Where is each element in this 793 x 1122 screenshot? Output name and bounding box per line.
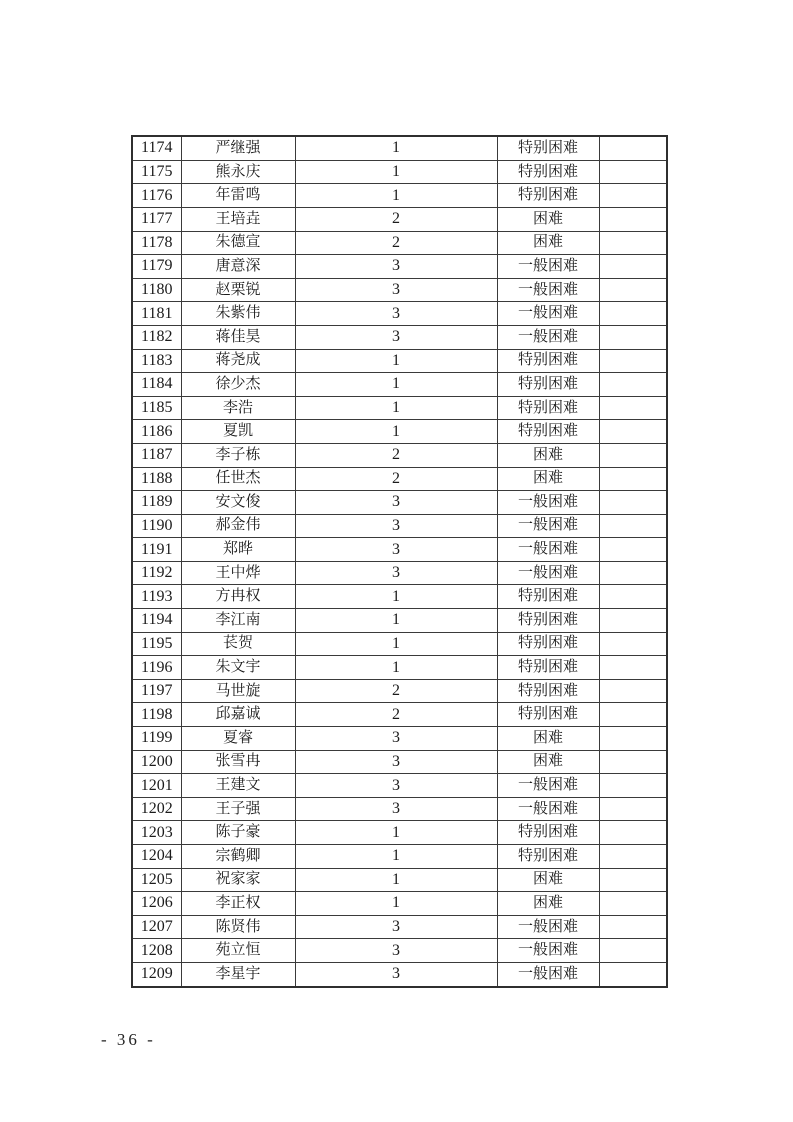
cell-serial-number: 1174 [132,136,181,160]
table-row [132,514,667,538]
cell-remark [599,278,667,302]
table-row [132,962,667,987]
cell-difficulty-level: 特别困难 [497,420,599,444]
cell-student-name: 徐少杰 [181,373,295,397]
table-row [132,136,667,160]
cell-difficulty-level: 一般困难 [497,962,599,987]
cell-category: 2 [295,207,497,231]
cell-serial-number: 1187 [132,443,181,467]
cell-student-name: 王中烨 [181,561,295,585]
table-row [132,255,667,279]
table-row [132,538,667,562]
table-row [132,774,667,798]
cell-category: 1 [295,632,497,656]
cell-category: 1 [295,349,497,373]
cell-category: 3 [295,514,497,538]
cell-student-name: 蒋尧成 [181,349,295,373]
cell-difficulty-level: 特别困难 [497,609,599,633]
cell-difficulty-level: 一般困难 [497,514,599,538]
table-row [132,467,667,491]
cell-difficulty-level: 一般困难 [497,491,599,515]
cell-student-name: 唐意深 [181,255,295,279]
cell-student-name: 宗鹤卿 [181,845,295,869]
cell-remark [599,420,667,444]
cell-serial-number: 1200 [132,750,181,774]
cell-difficulty-level: 困难 [497,207,599,231]
cell-serial-number: 1201 [132,774,181,798]
cell-student-name: 夏睿 [181,727,295,751]
cell-difficulty-level: 一般困难 [497,939,599,963]
cell-category: 3 [295,774,497,798]
cell-student-name: 王培垚 [181,207,295,231]
table-row [132,727,667,751]
cell-category: 3 [295,302,497,326]
cell-remark [599,656,667,680]
cell-difficulty-level: 特别困难 [497,585,599,609]
cell-serial-number: 1192 [132,561,181,585]
table-row [132,632,667,656]
cell-category: 1 [295,656,497,680]
cell-difficulty-level: 一般困难 [497,915,599,939]
cell-remark [599,160,667,184]
cell-serial-number: 1179 [132,255,181,279]
cell-remark [599,325,667,349]
cell-category: 3 [295,561,497,585]
cell-student-name: 郑晔 [181,538,295,562]
table-row [132,278,667,302]
cell-student-name: 夏凯 [181,420,295,444]
cell-student-name: 朱文宇 [181,656,295,680]
cell-serial-number: 1180 [132,278,181,302]
cell-difficulty-level: 困难 [497,892,599,916]
cell-serial-number: 1183 [132,349,181,373]
cell-serial-number: 1208 [132,939,181,963]
cell-difficulty-level: 困难 [497,727,599,751]
table-row [132,420,667,444]
cell-remark [599,892,667,916]
cell-remark [599,302,667,326]
cell-student-name: 李浩 [181,396,295,420]
cell-student-name: 蒋佳昊 [181,325,295,349]
cell-student-name: 赵栗锐 [181,278,295,302]
cell-serial-number: 1197 [132,679,181,703]
table-row [132,373,667,397]
cell-difficulty-level: 特别困难 [497,821,599,845]
cell-category: 3 [295,915,497,939]
cell-serial-number: 1205 [132,868,181,892]
cell-remark [599,750,667,774]
cell-category: 1 [295,396,497,420]
cell-remark [599,679,667,703]
table-row [132,349,667,373]
cell-category: 1 [295,868,497,892]
cell-difficulty-level: 一般困难 [497,538,599,562]
cell-category: 3 [295,750,497,774]
cell-category: 1 [295,160,497,184]
cell-difficulty-level: 特别困难 [497,184,599,208]
cell-serial-number: 1184 [132,373,181,397]
cell-difficulty-level: 困难 [497,231,599,255]
cell-remark [599,609,667,633]
cell-student-name: 邱嘉诚 [181,703,295,727]
cell-remark [599,538,667,562]
cell-serial-number: 1185 [132,396,181,420]
cell-serial-number: 1203 [132,821,181,845]
cell-student-name: 张雪冉 [181,750,295,774]
table-row [132,679,667,703]
cell-remark [599,939,667,963]
cell-remark [599,491,667,515]
cell-category: 3 [295,491,497,515]
roster-table [131,135,668,988]
cell-remark [599,585,667,609]
cell-difficulty-level: 特别困难 [497,703,599,727]
table-row [132,443,667,467]
cell-serial-number: 1198 [132,703,181,727]
cell-student-name: 苑立恒 [181,939,295,963]
cell-serial-number: 1204 [132,845,181,869]
cell-remark [599,727,667,751]
cell-remark [599,774,667,798]
cell-student-name: 李子栋 [181,443,295,467]
cell-serial-number: 1189 [132,491,181,515]
cell-student-name: 马世旋 [181,679,295,703]
table-row [132,184,667,208]
roster-table-body [132,136,667,987]
table-row [132,821,667,845]
cell-category: 2 [295,467,497,491]
cell-difficulty-level: 困难 [497,467,599,491]
cell-student-name: 严继强 [181,136,295,160]
cell-remark [599,514,667,538]
cell-difficulty-level: 困难 [497,443,599,467]
cell-serial-number: 1176 [132,184,181,208]
cell-serial-number: 1195 [132,632,181,656]
cell-category: 3 [295,255,497,279]
cell-serial-number: 1194 [132,609,181,633]
cell-category: 3 [295,797,497,821]
cell-serial-number: 1196 [132,656,181,680]
cell-serial-number: 1190 [132,514,181,538]
cell-student-name: 王建文 [181,774,295,798]
table-row [132,609,667,633]
cell-difficulty-level: 一般困难 [497,325,599,349]
cell-category: 3 [295,325,497,349]
cell-difficulty-level: 一般困难 [497,278,599,302]
cell-category: 1 [295,184,497,208]
cell-serial-number: 1191 [132,538,181,562]
table-row [132,703,667,727]
cell-student-name: 朱德宣 [181,231,295,255]
table-row [132,561,667,585]
cell-difficulty-level: 特别困难 [497,349,599,373]
cell-difficulty-level: 特别困难 [497,160,599,184]
table-row [132,845,667,869]
cell-category: 3 [295,727,497,751]
table-row [132,656,667,680]
cell-serial-number: 1177 [132,207,181,231]
cell-category: 1 [295,892,497,916]
cell-student-name: 王子强 [181,797,295,821]
page-number: - 36 - [101,1030,156,1049]
table-row [132,939,667,963]
cell-difficulty-level: 一般困难 [497,774,599,798]
cell-difficulty-level: 特别困难 [497,373,599,397]
cell-serial-number: 1182 [132,325,181,349]
cell-student-name: 李星宇 [181,962,295,987]
cell-serial-number: 1207 [132,915,181,939]
cell-difficulty-level: 特别困难 [497,632,599,656]
cell-remark [599,396,667,420]
cell-serial-number: 1178 [132,231,181,255]
cell-category: 3 [295,939,497,963]
cell-difficulty-level: 一般困难 [497,302,599,326]
cell-student-name: 李江南 [181,609,295,633]
cell-serial-number: 1206 [132,892,181,916]
cell-category: 1 [295,136,497,160]
cell-difficulty-level: 困难 [497,750,599,774]
cell-remark [599,868,667,892]
cell-serial-number: 1186 [132,420,181,444]
cell-category: 2 [295,703,497,727]
cell-remark [599,797,667,821]
cell-student-name: 方冉权 [181,585,295,609]
cell-remark [599,915,667,939]
cell-category: 1 [295,821,497,845]
cell-difficulty-level: 特别困难 [497,396,599,420]
table-row [132,797,667,821]
cell-category: 3 [295,538,497,562]
cell-difficulty-level: 特别困难 [497,679,599,703]
table-row [132,892,667,916]
cell-student-name: 陈贤伟 [181,915,295,939]
table-row [132,750,667,774]
cell-student-name: 任世杰 [181,467,295,491]
cell-remark [599,561,667,585]
cell-remark [599,845,667,869]
cell-difficulty-level: 困难 [497,868,599,892]
cell-difficulty-level: 特别困难 [497,656,599,680]
table-row [132,207,667,231]
cell-category: 2 [295,679,497,703]
cell-difficulty-level: 特别困难 [497,136,599,160]
cell-remark [599,136,667,160]
cell-remark [599,703,667,727]
cell-difficulty-level: 特别困难 [497,845,599,869]
cell-serial-number: 1202 [132,797,181,821]
table-row [132,231,667,255]
cell-student-name: 安文俊 [181,491,295,515]
table-row [132,160,667,184]
cell-remark [599,373,667,397]
cell-category: 3 [295,278,497,302]
table-row [132,302,667,326]
cell-remark [599,184,667,208]
cell-student-name: 熊永庆 [181,160,295,184]
cell-category: 1 [295,609,497,633]
table-row [132,325,667,349]
cell-serial-number: 1209 [132,962,181,987]
table-row [132,915,667,939]
cell-student-name: 祝家家 [181,868,295,892]
cell-student-name: 郝金伟 [181,514,295,538]
cell-student-name: 朱紫伟 [181,302,295,326]
cell-remark [599,821,667,845]
cell-student-name: 陈子豪 [181,821,295,845]
cell-remark [599,349,667,373]
cell-difficulty-level: 一般困难 [497,255,599,279]
table-row [132,491,667,515]
table-row [132,396,667,420]
cell-category: 1 [295,845,497,869]
table-row [132,585,667,609]
cell-category: 1 [295,585,497,609]
cell-remark [599,467,667,491]
cell-serial-number: 1175 [132,160,181,184]
cell-difficulty-level: 一般困难 [497,797,599,821]
cell-serial-number: 1199 [132,727,181,751]
cell-serial-number: 1193 [132,585,181,609]
cell-category: 2 [295,231,497,255]
cell-remark [599,632,667,656]
cell-category: 1 [295,420,497,444]
cell-difficulty-level: 一般困难 [497,561,599,585]
cell-serial-number: 1181 [132,302,181,326]
cell-student-name: 年雷鸣 [181,184,295,208]
cell-remark [599,255,667,279]
cell-remark [599,207,667,231]
cell-student-name: 李正权 [181,892,295,916]
table-row [132,868,667,892]
cell-category: 2 [295,443,497,467]
cell-serial-number: 1188 [132,467,181,491]
cell-remark [599,443,667,467]
cell-category: 1 [295,373,497,397]
cell-student-name: 苌贺 [181,632,295,656]
cell-category: 3 [295,962,497,987]
cell-remark [599,962,667,987]
cell-remark [599,231,667,255]
